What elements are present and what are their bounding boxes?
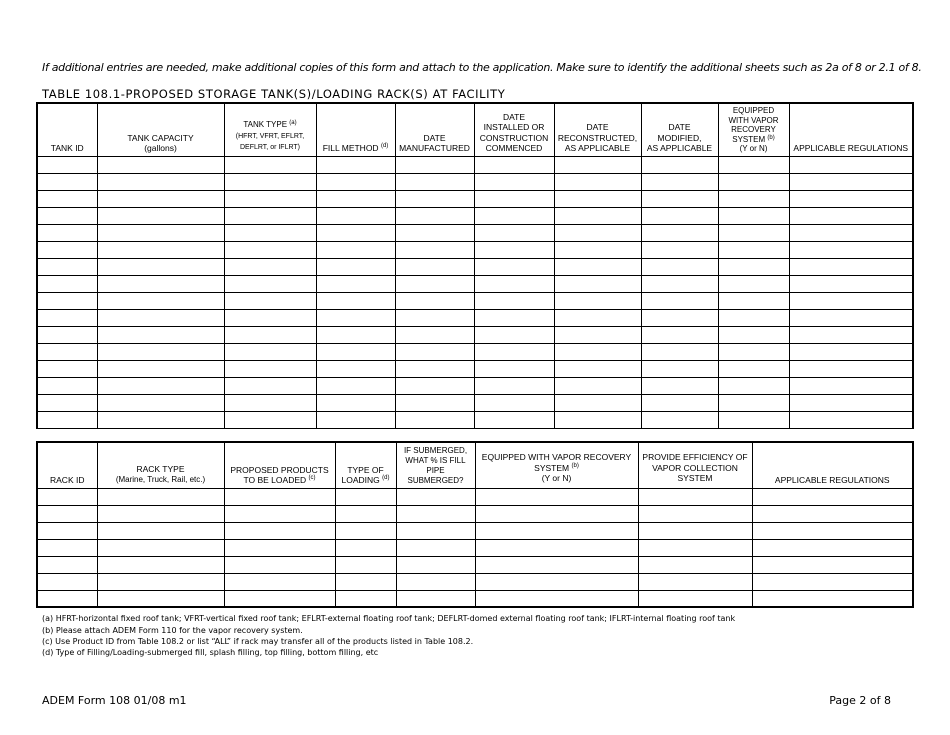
entry-cell[interactable]	[97, 488, 224, 505]
entry-cell[interactable]	[638, 522, 752, 539]
entry-cell[interactable]	[97, 224, 224, 241]
entry-cell[interactable]	[335, 556, 396, 573]
entry-cell[interactable]	[335, 539, 396, 556]
entry-cell[interactable]	[37, 522, 97, 539]
entry-cell[interactable]	[316, 224, 395, 241]
entry-cell[interactable]	[718, 377, 789, 394]
entry-cell[interactable]	[638, 573, 752, 590]
entry-cell[interactable]	[97, 241, 224, 258]
entry-cell[interactable]	[789, 309, 913, 326]
entry-cell[interactable]	[395, 156, 474, 173]
entry-cell[interactable]	[224, 522, 335, 539]
entry-cell[interactable]	[224, 190, 316, 207]
entry-cell[interactable]	[224, 224, 316, 241]
rack-row	[37, 505, 913, 522]
tank-row	[37, 343, 913, 360]
tank-header-row	[37, 103, 913, 156]
entry-cell[interactable]	[641, 173, 718, 190]
tank-row	[37, 241, 913, 258]
entry-cell[interactable]	[475, 488, 638, 505]
entry-cell[interactable]	[335, 573, 396, 590]
entry-cell[interactable]	[224, 309, 316, 326]
entry-cell[interactable]	[335, 505, 396, 522]
tank-row	[37, 173, 913, 190]
entry-cell[interactable]	[718, 207, 789, 224]
entry-cell[interactable]	[554, 394, 641, 411]
entry-cell[interactable]	[718, 241, 789, 258]
entry-cell[interactable]	[316, 394, 395, 411]
entry-cell[interactable]	[789, 190, 913, 207]
tank-row	[37, 156, 913, 173]
entry-cell[interactable]	[37, 326, 97, 343]
date-reconstructed-header: DATE RECONSTRUCTED, AS APPLICABLE	[554, 103, 641, 156]
entry-cell[interactable]	[224, 488, 335, 505]
rack-table	[36, 441, 914, 608]
entry-cell[interactable]	[395, 224, 474, 241]
entry-cell[interactable]	[789, 411, 913, 428]
entry-cell[interactable]	[97, 343, 224, 360]
entry-cell[interactable]	[474, 207, 554, 224]
entry-cell[interactable]	[37, 590, 97, 607]
entry-cell[interactable]	[396, 488, 475, 505]
entry-cell[interactable]	[554, 258, 641, 275]
entry-cell[interactable]	[335, 522, 396, 539]
applicable-regulations-header: APPLICABLE REGULATIONS	[789, 103, 913, 156]
entry-cell[interactable]	[224, 377, 316, 394]
entry-cell[interactable]	[475, 505, 638, 522]
entry-cell[interactable]	[97, 258, 224, 275]
entry-cell[interactable]	[474, 309, 554, 326]
entry-cell[interactable]	[224, 258, 316, 275]
entry-cell[interactable]	[97, 394, 224, 411]
footnote-a: (a) HFRT-horizontal fixed roof tank; VFRT-vertical fixed roof tank; EFLRT-external floating roof tank; DEFLRT-domed external floating roof tank; IFLRT-internal floating roof tank	[42, 614, 736, 623]
tank-capacity-header: TANK CAPACITY (gallons)	[97, 103, 224, 156]
entry-cell[interactable]	[638, 539, 752, 556]
entry-cell[interactable]	[554, 360, 641, 377]
submerged-header: IF SUBMERGED, WHAT % IS FILL PIPE SUBMERGED?	[396, 442, 475, 488]
fill-method-header: FILL METHOD $^{(d)}$	[316, 103, 395, 156]
entry-cell[interactable]	[474, 275, 554, 292]
entry-cell[interactable]	[37, 539, 97, 556]
rack-applicable-regulations-header: APPLICABLE REGULATIONS	[752, 442, 913, 488]
rack-row	[37, 522, 913, 539]
entry-cell[interactable]	[641, 292, 718, 309]
entry-cell[interactable]	[316, 258, 395, 275]
page-number: Page 2 of 8	[829, 694, 891, 707]
entry-cell[interactable]	[718, 309, 789, 326]
rack-row	[37, 488, 913, 505]
entry-cell[interactable]	[718, 156, 789, 173]
entry-cell[interactable]	[474, 292, 554, 309]
entry-cell[interactable]	[37, 190, 97, 207]
entry-cell[interactable]	[224, 241, 316, 258]
entry-cell[interactable]	[789, 360, 913, 377]
entry-cell[interactable]	[789, 326, 913, 343]
entry-cell[interactable]	[37, 394, 97, 411]
entry-cell[interactable]	[752, 590, 913, 607]
entry-cell[interactable]	[395, 411, 474, 428]
entry-cell[interactable]	[316, 309, 395, 326]
entry-cell[interactable]	[789, 224, 913, 241]
entry-cell[interactable]	[37, 173, 97, 190]
entry-cell[interactable]	[316, 411, 395, 428]
footnote-c: (c) Use Product ID from Table 108.2 or list “ALL” if rack may transfer all of the products listed in Table 108.2.	[42, 637, 474, 646]
entry-cell[interactable]	[474, 156, 554, 173]
entry-cell[interactable]	[335, 590, 396, 607]
entry-cell[interactable]	[718, 258, 789, 275]
entry-cell[interactable]	[37, 275, 97, 292]
tank-row	[37, 224, 913, 241]
entry-cell[interactable]	[789, 241, 913, 258]
entry-cell[interactable]	[718, 343, 789, 360]
entry-cell[interactable]	[474, 224, 554, 241]
entry-cell[interactable]	[396, 590, 475, 607]
entry-cell[interactable]	[316, 173, 395, 190]
entry-cell[interactable]	[396, 573, 475, 590]
entry-cell[interactable]	[554, 411, 641, 428]
entry-cell[interactable]	[789, 394, 913, 411]
entry-cell[interactable]	[97, 190, 224, 207]
entry-cell[interactable]	[37, 556, 97, 573]
entry-cell[interactable]	[316, 326, 395, 343]
entry-cell[interactable]	[752, 522, 913, 539]
entry-cell[interactable]	[718, 275, 789, 292]
entry-cell[interactable]	[554, 292, 641, 309]
entry-cell[interactable]	[97, 556, 224, 573]
entry-cell[interactable]	[554, 326, 641, 343]
entry-cell[interactable]	[224, 360, 316, 377]
entry-cell[interactable]	[316, 343, 395, 360]
entry-cell[interactable]	[37, 207, 97, 224]
entry-cell[interactable]	[641, 343, 718, 360]
entry-cell[interactable]	[789, 275, 913, 292]
entry-cell[interactable]	[641, 309, 718, 326]
entry-cell[interactable]	[641, 258, 718, 275]
entry-cell[interactable]	[97, 505, 224, 522]
entry-cell[interactable]	[789, 207, 913, 224]
entry-cell[interactable]	[554, 241, 641, 258]
entry-cell[interactable]	[554, 190, 641, 207]
entry-cell[interactable]	[224, 207, 316, 224]
entry-cell[interactable]	[554, 343, 641, 360]
entry-cell[interactable]	[475, 556, 638, 573]
rack-row	[37, 573, 913, 590]
entry-cell[interactable]	[718, 360, 789, 377]
entry-cell[interactable]	[316, 190, 395, 207]
entry-cell[interactable]	[97, 360, 224, 377]
entry-cell[interactable]	[37, 377, 97, 394]
entry-cell[interactable]	[224, 343, 316, 360]
tank-row	[37, 190, 913, 207]
entry-cell[interactable]	[395, 173, 474, 190]
entry-cell[interactable]	[335, 488, 396, 505]
entry-cell[interactable]	[474, 173, 554, 190]
entry-cell[interactable]	[789, 173, 913, 190]
entry-cell[interactable]	[718, 326, 789, 343]
entry-cell[interactable]	[789, 343, 913, 360]
tank-type-header: TANK TYPE $^{(a)}$ (HFRT, VFRT, EFLRT, DEFLRT, or IFLRT)	[224, 103, 316, 156]
entry-cell[interactable]	[395, 275, 474, 292]
entry-cell[interactable]	[554, 156, 641, 173]
entry-cell[interactable]	[316, 156, 395, 173]
date-installed-header: DATE INSTALLED OR CONSTRUCTION COMMENCED	[474, 103, 554, 156]
entry-cell[interactable]	[395, 241, 474, 258]
tank-row	[37, 309, 913, 326]
entry-cell[interactable]	[224, 275, 316, 292]
entry-cell[interactable]	[641, 241, 718, 258]
entry-cell[interactable]	[475, 573, 638, 590]
entry-cell[interactable]	[37, 309, 97, 326]
entry-cell[interactable]	[554, 224, 641, 241]
entry-cell[interactable]	[554, 207, 641, 224]
tank-row	[37, 258, 913, 275]
tank-row	[37, 394, 913, 411]
date-modified-header: DATE MODIFIED, AS APPLICABLE	[641, 103, 718, 156]
entry-cell[interactable]	[316, 377, 395, 394]
tank-id-header: TANK ID	[37, 103, 97, 156]
entry-cell[interactable]	[396, 539, 475, 556]
entry-cell[interactable]	[554, 173, 641, 190]
entry-cell[interactable]	[641, 394, 718, 411]
rack-header-row	[37, 442, 913, 488]
entry-cell[interactable]	[554, 275, 641, 292]
entry-cell[interactable]	[718, 394, 789, 411]
entry-cell[interactable]	[474, 411, 554, 428]
entry-cell[interactable]	[641, 360, 718, 377]
entry-cell[interactable]	[641, 411, 718, 428]
entry-cell[interactable]	[224, 505, 335, 522]
entry-cell[interactable]	[641, 207, 718, 224]
entry-cell[interactable]	[718, 190, 789, 207]
entry-cell[interactable]	[789, 377, 913, 394]
entry-cell[interactable]	[395, 377, 474, 394]
rack-row	[37, 590, 913, 607]
entry-cell[interactable]	[224, 556, 335, 573]
entry-cell[interactable]	[97, 590, 224, 607]
entry-cell[interactable]	[718, 292, 789, 309]
entry-cell[interactable]	[554, 309, 641, 326]
entry-cell[interactable]	[224, 156, 316, 173]
entry-cell[interactable]	[97, 573, 224, 590]
entry-cell[interactable]	[97, 207, 224, 224]
entry-cell[interactable]	[638, 505, 752, 522]
entry-cell[interactable]	[789, 258, 913, 275]
entry-cell[interactable]	[97, 326, 224, 343]
entry-cell[interactable]	[316, 207, 395, 224]
form-id: ADEM Form 108 01/08 m1	[42, 694, 187, 707]
entry-cell[interactable]	[395, 360, 474, 377]
entry-cell[interactable]	[718, 411, 789, 428]
entry-cell[interactable]	[395, 394, 474, 411]
entry-cell[interactable]	[224, 326, 316, 343]
entry-cell[interactable]	[37, 258, 97, 275]
entry-cell[interactable]	[37, 292, 97, 309]
proposed-products-header: PROPOSED PRODUCTS TO BE LOADED $^{(c)}$	[224, 442, 335, 488]
entry-cell[interactable]	[224, 394, 316, 411]
entry-cell[interactable]	[396, 522, 475, 539]
entry-cell[interactable]	[97, 377, 224, 394]
entry-cell[interactable]	[395, 292, 474, 309]
entry-cell[interactable]	[641, 224, 718, 241]
entry-cell[interactable]	[718, 173, 789, 190]
tank-row	[37, 292, 913, 309]
entry-cell[interactable]	[752, 488, 913, 505]
footnote-b: (b) Please attach ADEM Form 110 for the vapor recovery system.	[42, 626, 303, 635]
entry-cell[interactable]	[316, 241, 395, 258]
type-of-loading-header: TYPE OF LOADING $^{(d)}$	[335, 442, 396, 488]
entry-cell[interactable]	[395, 326, 474, 343]
entry-cell[interactable]	[97, 411, 224, 428]
entry-cell[interactable]	[37, 411, 97, 428]
entry-cell[interactable]	[224, 411, 316, 428]
entry-cell[interactable]	[474, 377, 554, 394]
entry-cell[interactable]	[395, 190, 474, 207]
rack-id-header: RACK ID	[37, 442, 97, 488]
entry-cell[interactable]	[641, 190, 718, 207]
tank-table	[36, 102, 914, 429]
entry-cell[interactable]	[641, 275, 718, 292]
rack-row	[37, 539, 913, 556]
entry-cell[interactable]	[718, 224, 789, 241]
entry-cell[interactable]	[224, 539, 335, 556]
entry-cell[interactable]	[97, 292, 224, 309]
entry-cell[interactable]	[97, 156, 224, 173]
entry-cell[interactable]	[752, 505, 913, 522]
entry-cell[interactable]	[474, 360, 554, 377]
entry-cell[interactable]	[97, 539, 224, 556]
entry-cell[interactable]	[474, 190, 554, 207]
rack-row	[37, 556, 913, 573]
entry-cell[interactable]	[475, 539, 638, 556]
entry-cell[interactable]	[37, 241, 97, 258]
entry-cell[interactable]	[475, 590, 638, 607]
entry-cell[interactable]	[395, 207, 474, 224]
entry-cell[interactable]	[474, 241, 554, 258]
entry-cell[interactable]	[641, 326, 718, 343]
footnote-d: (d) Type of Filling/Loading-submerged fill, splash filling, top filling, bottom filling, etc	[42, 648, 379, 657]
entry-cell[interactable]	[752, 573, 913, 590]
entry-cell[interactable]	[37, 360, 97, 377]
entry-cell[interactable]	[37, 573, 97, 590]
entry-cell[interactable]	[224, 292, 316, 309]
entry-cell[interactable]	[475, 522, 638, 539]
entry-cell[interactable]	[224, 173, 316, 190]
rack-type-header: RACK TYPE (Marine, Truck, Rail, etc.)	[97, 442, 224, 488]
entry-cell[interactable]	[641, 156, 718, 173]
entry-cell[interactable]	[224, 590, 335, 607]
rack-vapor-recovery-header: EQUIPPED WITH VAPOR RECOVERY SYSTEM $^{(b)}$ (Y or N)	[475, 442, 638, 488]
tank-row	[37, 411, 913, 428]
entry-cell[interactable]	[752, 556, 913, 573]
entry-cell[interactable]	[638, 590, 752, 607]
vapor-recovery-header: EQUIPPED WITH VAPOR RECOVERY SYSTEM $^{(b)}$ (Y or N)	[718, 103, 789, 156]
entry-cell[interactable]	[395, 309, 474, 326]
entry-cell[interactable]	[396, 556, 475, 573]
date-manufactured-header: DATE MANUFACTURED	[395, 103, 474, 156]
instruction-note: If additional entries are needed, make additional copies of this form and attach to the application. Make sure to identify the additional sheets such as 2a of 8 or 2.1 of 8.	[42, 61, 922, 74]
entry-cell[interactable]	[37, 343, 97, 360]
entry-cell[interactable]	[638, 556, 752, 573]
entry-cell[interactable]	[396, 505, 475, 522]
entry-cell[interactable]	[395, 343, 474, 360]
entry-cell[interactable]	[395, 258, 474, 275]
entry-cell[interactable]	[97, 309, 224, 326]
entry-cell[interactable]	[97, 522, 224, 539]
entry-cell[interactable]	[554, 377, 641, 394]
entry-cell[interactable]	[789, 156, 913, 173]
entry-cell[interactable]	[316, 292, 395, 309]
entry-cell[interactable]	[789, 292, 913, 309]
entry-cell[interactable]	[97, 275, 224, 292]
entry-cell[interactable]	[316, 360, 395, 377]
entry-cell[interactable]	[474, 343, 554, 360]
entry-cell[interactable]	[37, 156, 97, 173]
tank-row	[37, 377, 913, 394]
entry-cell[interactable]	[638, 488, 752, 505]
tank-row	[37, 326, 913, 343]
entry-cell[interactable]	[641, 377, 718, 394]
entry-cell[interactable]	[474, 258, 554, 275]
tank-row	[37, 275, 913, 292]
entry-cell[interactable]	[97, 173, 224, 190]
tank-row	[37, 360, 913, 377]
entry-cell[interactable]	[316, 275, 395, 292]
tank-row	[37, 207, 913, 224]
entry-cell[interactable]	[474, 326, 554, 343]
entry-cell[interactable]	[37, 505, 97, 522]
entry-cell[interactable]	[37, 224, 97, 241]
entry-cell[interactable]	[37, 488, 97, 505]
table-title: TABLE 108.1-PROPOSED STORAGE TANK(S)/LOADING RACK(S) AT FACILITY	[42, 87, 506, 101]
entry-cell[interactable]	[224, 573, 335, 590]
entry-cell[interactable]	[752, 539, 913, 556]
vapor-efficiency-header: PROVIDE EFFICIENCY OF VAPOR COLLECTION SYSTEM	[638, 442, 752, 488]
entry-cell[interactable]	[474, 394, 554, 411]
